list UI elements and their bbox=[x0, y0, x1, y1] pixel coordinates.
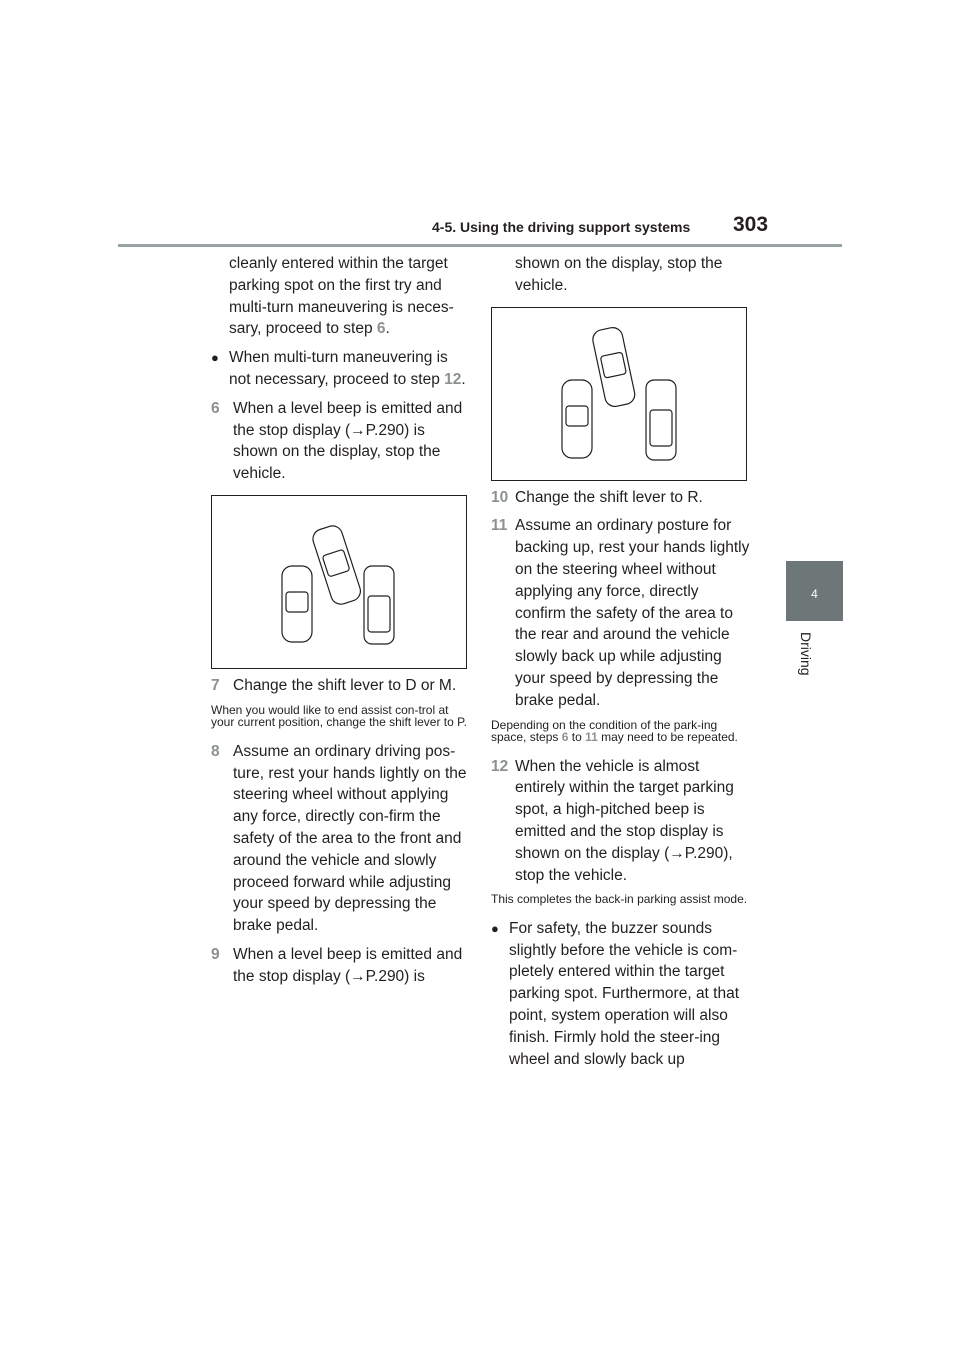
continued-paragraph: shown on the display, stop the vehicle. bbox=[515, 255, 723, 294]
header-divider bbox=[118, 244, 842, 247]
note-text: When you would like to end assist con-trol at your current position, change the shift lever to P. bbox=[211, 702, 467, 730]
note-text: Depending on the condition of the park-ing space, steps 6 to 11 may need to be repeated. bbox=[491, 717, 738, 745]
step-9: 9 When a level beep is emitted and the stop display (→P.290) is bbox=[211, 945, 463, 985]
step-11: 11 Assume an ordinary posture for backing up, rest your hands lightly on the steering wheel without applying any force, directly confirm the safety of the area to the rear and around the vehicle slowly back up while adjusting your speed by depressing the brake pedal. bbox=[491, 517, 750, 709]
continued-paragraph: cleanly entered within the target parking spot on the first try and multi-turn maneuvering is neces-sary, proceed to step 6. bbox=[229, 255, 454, 338]
parking-illustration-1 bbox=[211, 495, 467, 669]
chapter-tab[interactable]: 4 bbox=[786, 561, 843, 621]
right-column bbox=[491, 253, 753, 1077]
step-6: 6 When a level beep is emitted and the stop display (→P.290) is shown on the display, stop the vehicle. bbox=[211, 399, 463, 483]
step-12: 12 When the vehicle is almost entirely within the target parking spot, a high-pitched beep is emitted and the stop display is shown on the display (→P.290), stop the vehicle. bbox=[491, 757, 734, 884]
list-item: ● For safety, the buzzer sounds slightly before the vehicle is com-pletely entered within the target parking spot. Furthermore, at that point, system operation will also finish. Firmly hold the steer-ing wheel and slowly back up bbox=[491, 918, 753, 1071]
chapter-label: Driving bbox=[798, 632, 814, 676]
cars-diagram bbox=[492, 308, 746, 480]
list-item: ● When multi-turn maneuvering is not necessary, proceed to step 12. bbox=[211, 347, 473, 391]
page-number: 303 bbox=[733, 213, 769, 236]
parking-illustration-2 bbox=[491, 307, 747, 481]
left-column bbox=[211, 253, 473, 995]
step-8: 8 Assume an ordinary driving pos-ture, rest your hands lightly on the steering wheel without applying any force, directly con-firm the safety of the area to the front and around the vehicle and slowly proceed forward while adjusting your speed by depressing the brake pedal. bbox=[211, 742, 467, 935]
step-10: 10 Change the shift lever to R. bbox=[491, 488, 703, 506]
note-text: This completes the back-in parking assist mode. bbox=[491, 892, 748, 907]
section-title: 4-5. Using the driving support systems bbox=[432, 219, 691, 235]
bullet-icon: ● bbox=[491, 920, 499, 936]
cars-diagram bbox=[212, 496, 466, 668]
bullet-icon: ● bbox=[211, 350, 219, 366]
step-7: 7 Change the shift lever to D or M. bbox=[211, 676, 457, 694]
